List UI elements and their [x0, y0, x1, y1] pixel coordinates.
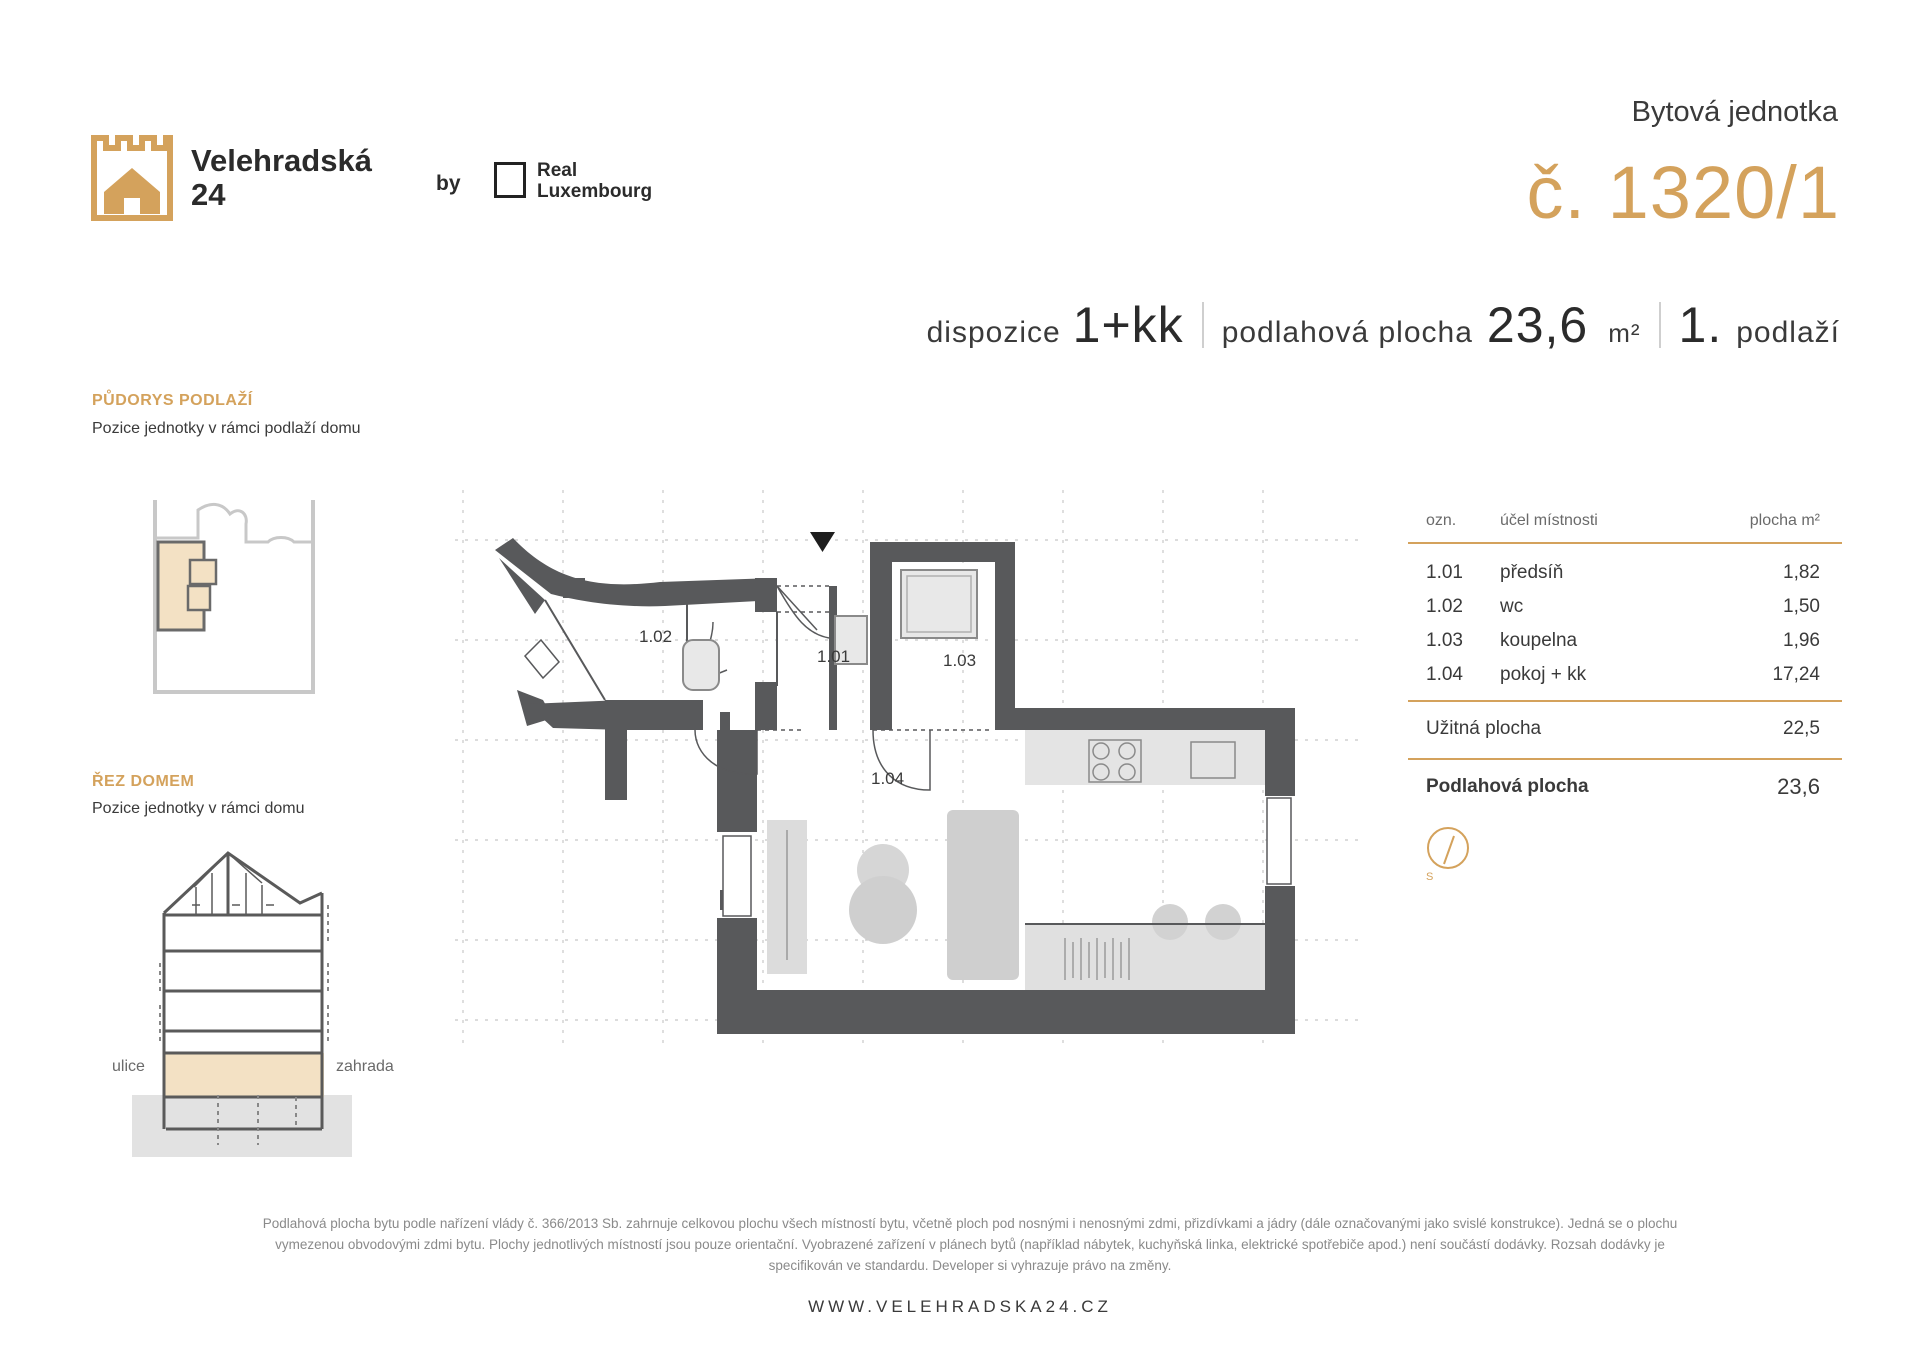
- table-row: [1408, 624, 1842, 658]
- row-area: 17,24: [1772, 664, 1820, 685]
- by-label: by: [436, 172, 461, 195]
- row-area: 1,50: [1783, 596, 1820, 617]
- usable-area-value: 22,5: [1783, 718, 1820, 739]
- usable-area-label: Užitná plocha: [1426, 718, 1542, 739]
- room-label-1-03: 1.03: [943, 651, 977, 670]
- table-row: [1408, 590, 1842, 624]
- label-garden: zahrada: [336, 1058, 394, 1075]
- floor-plan-subtitle: Pozice jednotky v rámci podlaží domu: [92, 420, 361, 437]
- floor-plan-title: PŮDORYS PODLAŽÍ: [92, 392, 253, 409]
- unit-number: č. 1320/1: [1526, 151, 1840, 234]
- spec-line: [927, 296, 1840, 354]
- brand-name: [191, 144, 372, 212]
- footer-note-line2: vymezenou obvodovými zdmi bytu. Plochy jednotlivých místností jsou pouze orientační. Vyobrazené zařízení v plánech bytů (například nábytek, kuchyňská linka, elektrické spotřebiče apod.) není součástí dodávky. Rozsah dodávky je: [275, 1237, 1665, 1252]
- row-name: předsíň: [1500, 562, 1564, 583]
- website-link[interactable]: WWW.VELEHRADSKA24.CZ: [808, 1297, 1112, 1316]
- floor-position-thumbnail: [150, 500, 320, 700]
- building-section-diagram: [100, 845, 420, 1165]
- area-unit: m²: [1608, 318, 1641, 348]
- footer-note-line3: specifikován ve standardu. Developer si vyhrazuje právo na změny.: [768, 1258, 1172, 1273]
- header-code: ozn.: [1426, 512, 1457, 529]
- partner-logo-icon: [494, 162, 526, 198]
- room-table: [1408, 506, 1842, 816]
- row-name: wc: [1500, 596, 1524, 617]
- floor-area-row: [1408, 760, 1842, 816]
- compass-icon: [1424, 826, 1474, 882]
- floor-area-label: Podlahová plocha: [1426, 776, 1589, 797]
- table-row: [1408, 658, 1842, 692]
- room-label-1-04: 1.04: [871, 769, 905, 788]
- building-section-subtitle: Pozice jednotky v rámci domu: [92, 800, 305, 817]
- row-code: 1.03: [1426, 630, 1463, 651]
- row-code: 1.01: [1426, 562, 1463, 583]
- row-code: 1.04: [1426, 664, 1463, 685]
- partner-name-line2: Luxembourg: [537, 181, 653, 202]
- footer-note-line1: Podlahová plocha bytu podle nařízení vlády č. 366/2013 Sb. zahrnuje celkovou plochu všech místností bytu, včetně ploch pod nosnými i nenosnými zdmi, přizdívkami a jádry (dále označovanými jako svislé konstrukce). Jedná se o plochu: [262, 1216, 1678, 1231]
- partner-name-line1: Real: [537, 160, 578, 181]
- castle-logo-icon: [90, 134, 174, 222]
- label-street: ulice: [112, 1058, 145, 1075]
- usable-area-row: [1408, 702, 1842, 758]
- row-code: 1.02: [1426, 596, 1463, 617]
- brand-name-line2: 24: [191, 177, 226, 212]
- compass-letter: S: [1426, 871, 1434, 882]
- brand-name-line1: Velehradská: [191, 143, 372, 178]
- header-room: účel místnosti: [1500, 512, 1598, 529]
- row-name: koupelna: [1500, 630, 1578, 651]
- footer-disclaimer: [100, 1213, 1840, 1276]
- row-area: 1,82: [1783, 562, 1820, 583]
- partner-name: [537, 160, 652, 202]
- building-section-title: ŘEZ DOMEM: [92, 773, 195, 790]
- row-area: 1,96: [1783, 630, 1820, 651]
- disposition-label: dispozice: [926, 316, 1061, 349]
- table-header: [1408, 506, 1842, 538]
- row-name: pokoj + kk: [1500, 664, 1587, 685]
- floor-value: 1.: [1678, 297, 1723, 353]
- floor-label: podlaží: [1736, 316, 1840, 349]
- unit-label: Bytová jednotka: [1631, 96, 1838, 128]
- area-label: podlahová plocha: [1221, 316, 1473, 349]
- spec-divider: [1659, 302, 1661, 348]
- apartment-floor-plan: [455, 490, 1375, 1070]
- room-label-1-02: 1.02: [639, 627, 673, 646]
- floor-area-value: 23,6: [1777, 774, 1820, 799]
- disposition-value: 1+kk: [1072, 297, 1184, 353]
- spec-divider: [1202, 302, 1204, 348]
- area-value: 23,6: [1486, 297, 1589, 353]
- table-row: [1408, 556, 1842, 590]
- header-area: plocha m²: [1749, 512, 1820, 529]
- room-label-1-01: 1.01: [817, 647, 851, 666]
- entrance-arrow-icon: [810, 532, 835, 552]
